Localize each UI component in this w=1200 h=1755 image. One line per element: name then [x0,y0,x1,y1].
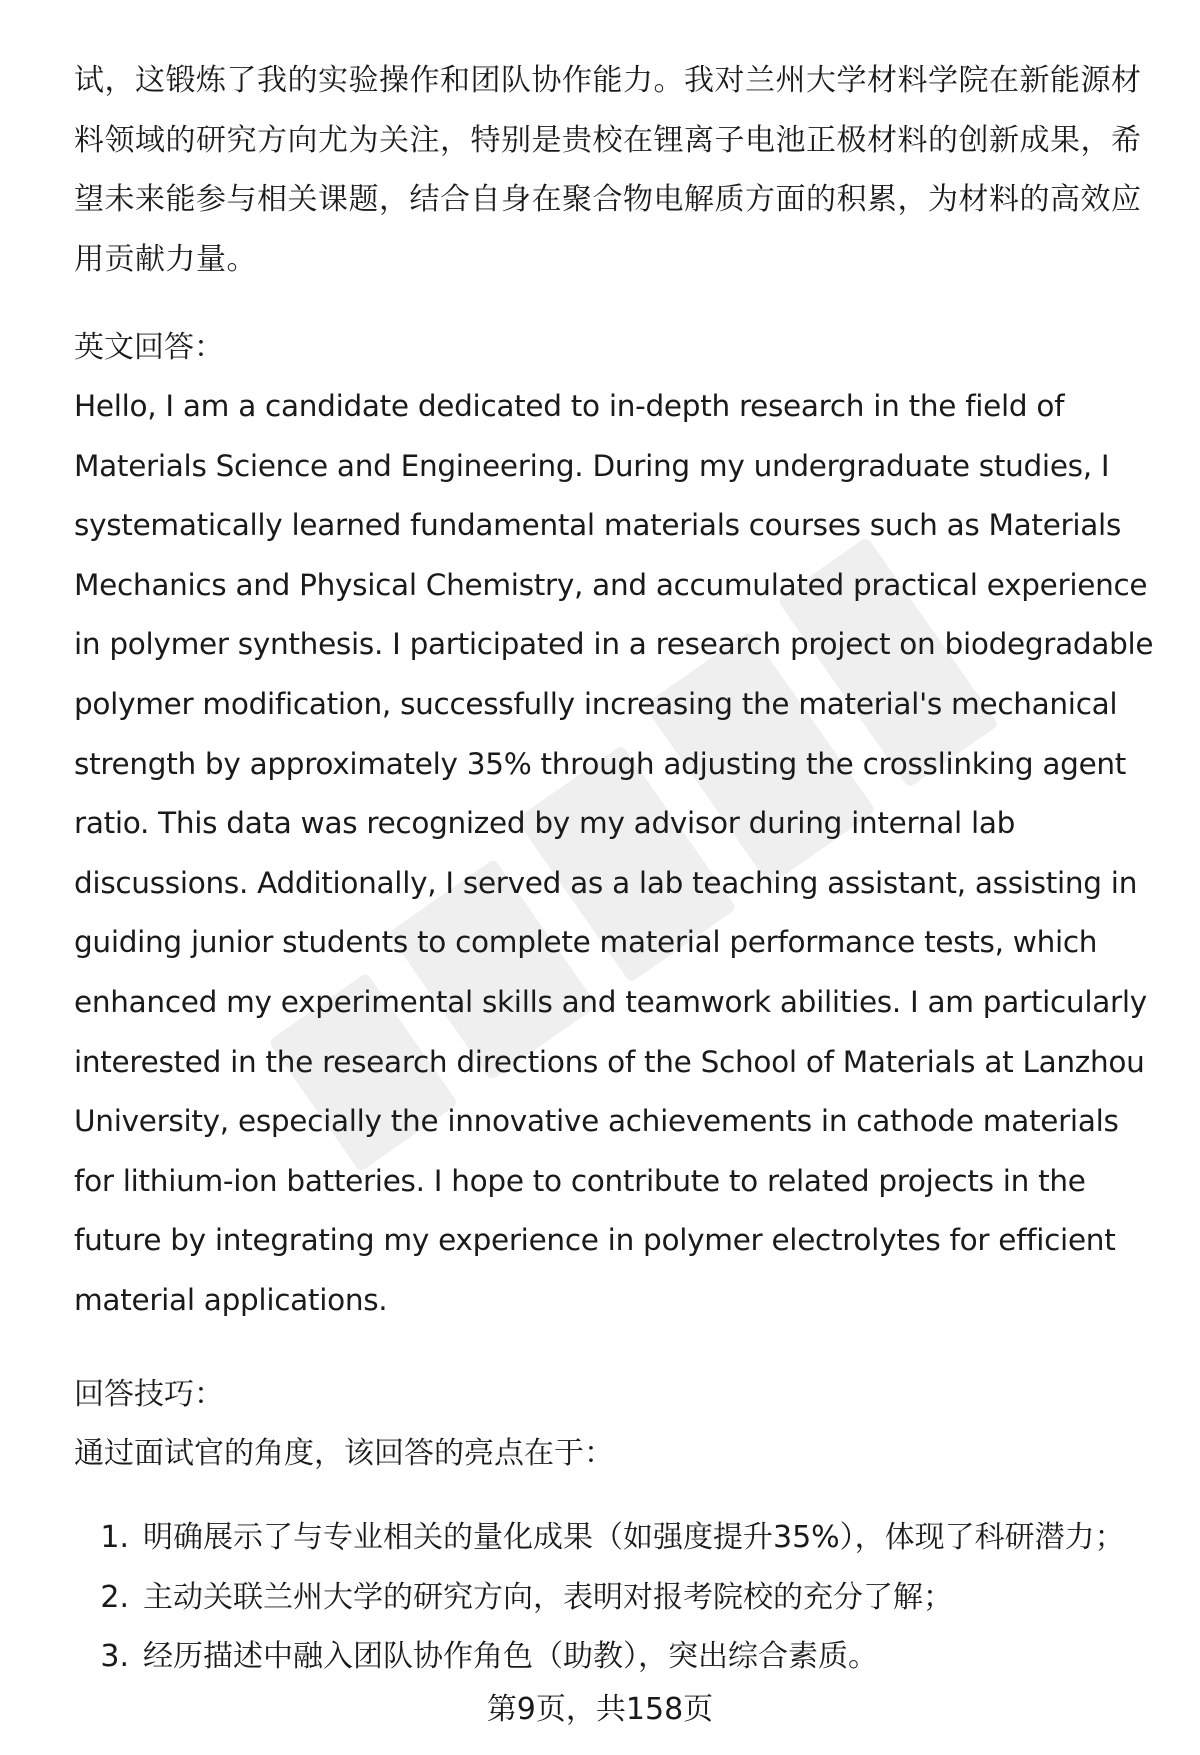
chinese-answer-paragraph [74,51,1154,289]
list-item-number: 2. [100,1579,129,1615]
tips-intro [74,1424,1154,1484]
english-answer-paragraph [74,377,1154,1331]
tips-list-item [74,1627,1154,1687]
list-item-text: 主动关联兰州大学的研究方向，表明对报考院校的充分了解； [143,1579,953,1615]
english-heading-text: 英文回答： [74,330,224,365]
tips-heading-text: 回答技巧： [74,1377,224,1412]
list-item-text: 明确展示了与专业相关的量化成果（如强度提升35%），体现了科研潜力； [143,1520,1125,1555]
english-answer-heading [74,318,1154,378]
english-answer-text: Hello, I am a candidate dedicated to in-depth research in the field of Materials Science and Engineering. During my undergraduate studies, I systematically learned fundamental materials courses such as Materials Mechanics and Physical Chemistry, and accumulated practical experience in polymer synthesis. I participated in a research project on biodegradable polymer modification, successfully increasing the material's mechanical strength by approximately 35% through adjusting the crosslinking agent ratio. This data was recognized by my advisor during internal lab discussions. Additionally, I served as a lab teaching assistant, assisting in guiding junior students to complete material performance tests, which enhanced my experimental skills and teamwork abilities. I am particularly interested in the research directions of the School of Materials at Lanzhou University, especially the innovative achievements in cathode materials for lithium-ion batteries. I hope to contribute to related projects in the future by integrating my experience in polymer electrolytes for efficient material applications. [74,389,1154,1317]
page-footer: 第9页，共158页 [486,1692,714,1727]
tips-heading [74,1365,1154,1425]
tips-intro-text: 通过面试官的角度，该回答的亮点在于： [74,1436,614,1471]
list-item-text: 经历描述中融入团队协作角色（助教），突出综合素质。 [143,1639,878,1675]
tips-list-item [74,1508,1154,1568]
chinese-answer-text: 试，这锻炼了我的实验操作和团队协作能力。我对兰州大学材料学院在新能源材料领域的研究方向尤为关注，特别是贵校在锂离子电池正极材料的创新成果，希望未来能参与相关课题，结合自身在聚合物电解质方面的积累，为材料的高效应用贡献力量。 [74,63,1142,277]
list-item-number: 3. [100,1639,129,1675]
tips-list [74,1508,1154,1687]
tips-list-item [74,1568,1154,1628]
list-item-number: 1. [100,1520,129,1555]
